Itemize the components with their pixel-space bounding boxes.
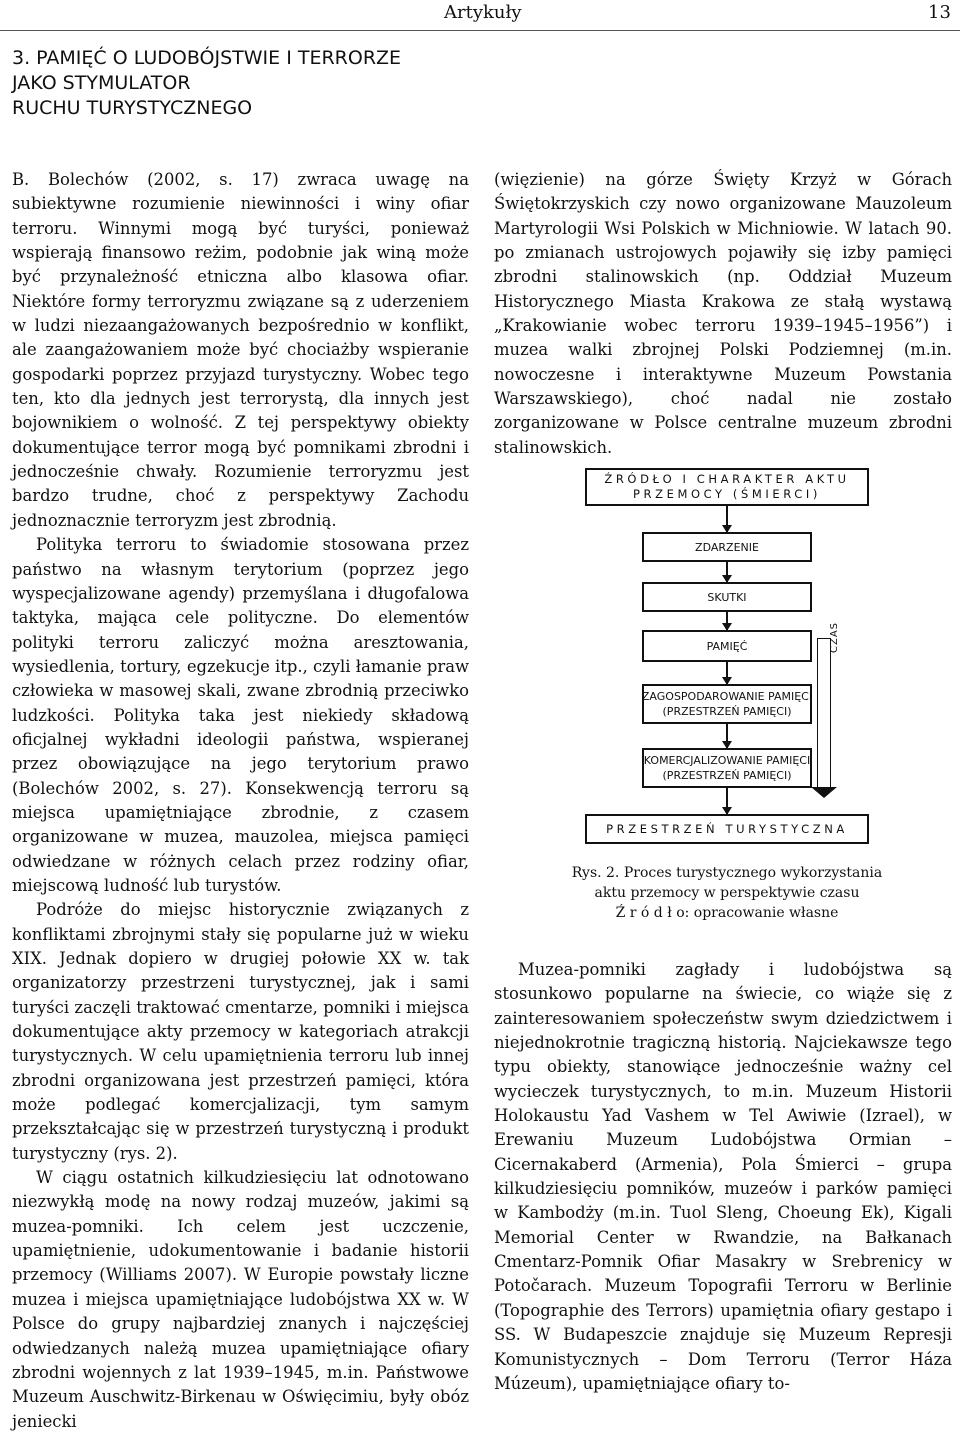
section-heading-line: RUCHU TURYSTYCZNEGO <box>12 97 253 119</box>
paragraph: W ciągu ostatnich kilkudziesięciu lat odnotowano niezwykłą modę na nowy rodzaj muzeów, jakimi są muzea-pomniki. Ich celem jest uczczenie, upamiętnienie, udokumentowanie i badanie historii przemocy (Williams 2007). W Europie powstały liczne muzea i miejsca upamiętniające ludobójstwa XX w. W Polsce do grupy najbardziej znanych i najczęściej odwiedzanych należą muzea upamiętniające ofiary zbrodni wojennych z lat 1939–1945, m.in. Państwowe Muzeum Auschwitz-Birkenau w Oświęcimiu, były obóz jeniecki <box>12 1168 469 1431</box>
paragraph: Podróże do miejsc historycznie związanych z konfliktami zbrojnymi stały się popularne już w wieku XIX. Jednak dopiero w drugiej połowie XX w. tak organizatorzy przestrzeni turystycznej, jak i sami turyści zaczęli traktować cmentarze, pomniki i miejsca dokumentujące akty przemocy w kategoriach atrakcji turystycznych. W celu upamiętnienia terroru lub innej zbrodni organizowana jest przestrzeń pamięci, która może podlegać komercjalizacji, tym samym przekształcając się w przestrzeń turystyczną i produkt turystyczny (rys. 2). <box>12 900 469 1163</box>
effects-box <box>642 582 812 612</box>
box-label: ŹRÓDŁO I CHARAKTER AKTU <box>604 472 850 486</box>
section-heading <box>12 46 482 121</box>
box-label: SKUTKI <box>707 590 747 604</box>
time-arrow <box>817 621 840 788</box>
paragraph: Muzea-pomniki zagłady i ludobójstwa są stosunkowo popularne na świecie, co wiąże się z zainteresowaniem społeczeństw swym dziedzictwem i niejednokrotnie tragiczną historią. Najciekawsze tego typu obiekty, stanowiące jednocześnie ważny cel wycieczek turystycznych, to m.in. Muzeum Historii Holokaustu Yad Vashem w Tel Awiwie (Izrael), w Erewaniu Muzeum Ludobójstwa Ormian – Cicernakaberd (Armenia), Pola Śmierci – grupa kilkudziesięciu pomników, muzeów i parków pamięci w Kambodży (m.in. Tuol Sleng, Choeung Ek), Kigali Memorial Center w Rwandzie, na Bałkanach Cmentarz-Pomnik Ofiar Masakry w Srebrenicy w Potočarach. Muzeum Topografii Terroru w Berlinie (Topographie des Terrors) upamiętnia ofiary gestapo i SS. W Budapeszcie znajduje się Muzeum Represji Komunistycznych – Dom Terroru (Terror Háza Múzeum), upamiętniające ofiary to- <box>494 960 952 1393</box>
running-head-section: Artykuły <box>444 2 522 23</box>
arrow-icon <box>726 506 728 532</box>
box-label: ZAGOSPODAROWANIE PAMIĘCI <box>641 690 813 703</box>
box-label: ZDARZENIE <box>695 540 759 554</box>
box-label: (PRZESTRZEŃ PAMIĘCI) <box>662 705 792 718</box>
source-box <box>585 468 869 506</box>
box-label: KOMERCJALIZOWANIE PAMIĘCI <box>643 754 811 767</box>
right-column-bottom <box>494 958 952 1396</box>
running-head <box>0 0 960 31</box>
tourist-space-box <box>585 814 869 844</box>
event-box <box>642 532 812 562</box>
box-label: PRZESTRZEŃ TURYSTYCZNA <box>606 821 848 836</box>
caption-source: Ź r ó d ł o: opracowanie własne <box>615 905 839 921</box>
section-heading-line: JAKO STYMULATOR <box>12 72 191 94</box>
page-number: 13 <box>928 2 951 23</box>
figure-caption <box>560 863 894 923</box>
paragraph: B. Bolechów (2002, s. 17) zwraca uwagę na subiektywne rozumienie niewinności i winy ofiar terroru. Winnymi mogą być turyści, ponieważ wspierają finansowo reżim, podobnie jak winą może być przynależność etniczna albo klasowa ofiar. Niektóre formy terroryzmu związane są z uderzeniem w ludzi niezaangażowanych bezpośrednio w konflikt, ale zaangażowaniem może być chociażby wspieranie gospodarki poprzez przyjazd turystyczny. Wobec tego ten, kto dla jednych jest terrorystą, dla innych jest bojownikiem o wolność. Z tej perspektywy obiekty dokumentujące terror mogą być pomnikami zbrodni i jednocześnie chwały. Rozumienie terroryzmu jest bardzo trudne, choć z perspektywy Zachodu jednoznacznie terroryzm jest zbrodnią. <box>12 170 469 530</box>
memory-commercialization-box <box>642 748 812 788</box>
arrow-icon <box>726 612 728 630</box>
memory-box <box>642 630 812 662</box>
figure-diagram <box>585 468 869 848</box>
right-column-top <box>494 168 952 460</box>
box-label: (PRZESTRZEŃ PAMIĘCI) <box>662 769 792 782</box>
paragraph: Polityka terroru to świadomie stosowana przez państwo na własnym terytorium (poprzez jego wyspecjalizowane agendy) przemyślana i długofalowa taktyka, mająca cele polityczne. Do elementów polityki terroru zaliczyć można aresztowania, wysiedlenia, tortury, egzekucje itp., czyli łamanie praw człowieka w masowej skali, zwane zbrodnią przeciwko ludzkości. Polityka taka jest niekiedy składową oficjalnej wykładni ideologii państwa, wspieranej przez obowiązujące na jego terytorium prawo (Bolechów 2002, s. 27). Konsekwencją terroru są miejsca upamiętniające zbrodnie, z czasem organizowane w muzea, mauzolea, miejsca pamięci odwiedzane w różnych celach przez rodziny ofiar, miejscową ludność lub turystów. <box>12 535 469 895</box>
arrow-icon <box>726 788 728 814</box>
section-heading-line: 3. PAMIĘĆ O LUDOBÓJSTWIE I TERRORZE <box>12 47 402 69</box>
left-column <box>12 168 469 1434</box>
arrow-icon <box>726 724 728 748</box>
caption-line: Rys. 2. Proces turystycznego wykorzystania <box>571 865 883 881</box>
time-label: CZAS <box>829 621 840 653</box>
caption-line: aktu przemocy w perspektywie czasu <box>594 885 860 901</box>
box-label: PRZEMOCY (ŚMIERCI) <box>632 487 822 501</box>
arrow-icon <box>726 662 728 684</box>
box-label: PAMIĘĆ <box>706 639 748 653</box>
arrow-icon <box>726 562 728 582</box>
paragraph: (więzienie) na górze Święty Krzyż w Górach Świętokrzyskich czy nowo organizowane Mauzoleum Martyrologii Wsi Polskich w Michniowie. W latach 90. po zmianach ustrojowych pojawiły się izby pamięci zbrodni stalinowskich (np. Oddział Muzeum Historycznego Miasta Krakowa ze stałą wystawą „Krakowianie wobec terroru 1939–1945–1956”) i muzea walki zbrojnej Polski Podziemnej (m.in. nowoczesne i interaktywne Muzeum Powstania Warszawskiego), choć nadal nie zostało zorganizowane w Polsce centralne muzeum zbrodni stalinowskich. <box>494 170 952 457</box>
memory-management-box <box>642 684 812 724</box>
